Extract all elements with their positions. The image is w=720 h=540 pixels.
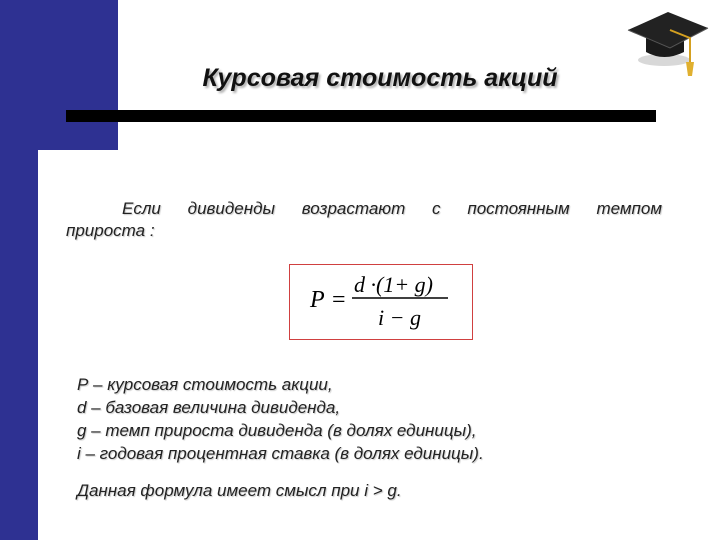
formula-equals: =	[332, 287, 346, 313]
intro-line-1: Если дивиденды возрастают с постоянным темпом	[122, 199, 662, 218]
definitions-list	[77, 373, 677, 465]
intro-text	[66, 198, 662, 242]
formula-numerator: d ·(1+ g)	[354, 272, 433, 297]
formula-denominator: i − g	[378, 305, 421, 330]
definition-d: d – базовая величина дивиденда,	[77, 398, 341, 417]
definition-i: i – годовая процентная ставка (в долях единицы).	[77, 444, 484, 463]
formula-box	[289, 264, 473, 340]
definition-p: Р – курсовая стоимость акции,	[77, 375, 333, 394]
condition-note: Данная формула имеет смысл при i > g.	[77, 481, 402, 500]
definition-g: g – темп прироста дивиденда (в долях единицы),	[77, 421, 477, 440]
formula-lhs: P	[310, 287, 325, 313]
title-underline	[66, 110, 656, 122]
left-accent-bar	[0, 0, 38, 540]
slide-title: Курсовая стоимость акций	[202, 64, 558, 92]
top-accent-block	[38, 0, 118, 150]
intro-line-2: прироста :	[66, 221, 155, 240]
